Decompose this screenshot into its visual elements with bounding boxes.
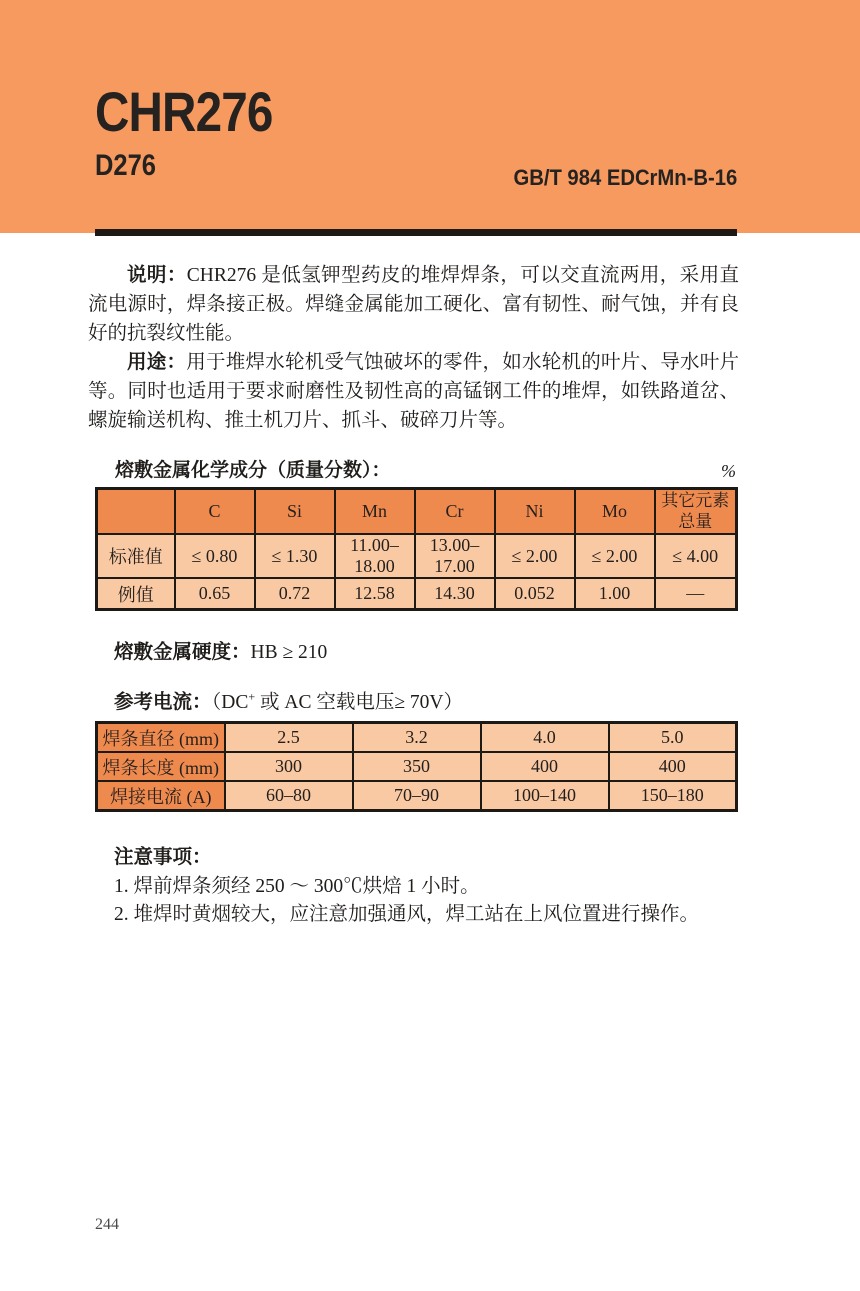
page-number: 244: [95, 1216, 119, 1233]
cell-value: 100–140: [481, 781, 609, 811]
cell-value: ≤ 2.00: [575, 534, 655, 578]
table-row: [97, 781, 737, 811]
header-band: [0, 0, 860, 233]
cell-value: 14.30: [415, 578, 495, 610]
column-header: 其它元素总量: [655, 489, 737, 535]
reference-current-label: 参考电流：: [114, 691, 212, 713]
cell-value: 2.5: [225, 723, 353, 753]
cell-value: 400: [481, 752, 609, 781]
row-label: 焊接电流 (A): [97, 781, 225, 811]
cell-value: 11.00–18.00: [335, 534, 415, 578]
cell-value: 0.65: [175, 578, 255, 610]
hardness-value: HB ≥ 210: [250, 642, 328, 663]
hardness-label: 熔敷金属硬度：: [114, 641, 251, 663]
product-model: D276: [95, 149, 156, 182]
cell-value: ≤ 0.80: [175, 534, 255, 578]
body-text: [88, 261, 739, 435]
cell-value: 0.72: [255, 578, 335, 610]
column-header: Cr: [415, 489, 495, 535]
cell-value: —: [655, 578, 737, 610]
composition-title: 熔敷金属化学成分（质量分数）：: [115, 460, 391, 481]
product-title: CHR276: [95, 80, 273, 143]
cell-value: 12.58: [335, 578, 415, 610]
current-condition-sup: +: [248, 689, 256, 704]
reference-current-line: [114, 686, 463, 714]
cell-value: 60–80: [225, 781, 353, 811]
composition-unit: %: [721, 461, 736, 481]
column-header: Ni: [495, 489, 575, 535]
cell-value: 4.0: [481, 723, 609, 753]
cell-value: 350: [353, 752, 481, 781]
cell-value: ≤ 4.00: [655, 534, 737, 578]
row-label: 例值: [97, 578, 175, 610]
note-item: 1. 焊前焊条须经 250 ～ 300℃烘焙 1 小时。: [114, 875, 480, 897]
composition-header-empty: [97, 489, 175, 535]
composition-table: [95, 487, 738, 611]
usage-paragraph: [88, 348, 739, 435]
row-label: 焊条直径 (mm): [97, 723, 225, 753]
row-label: 标准值: [97, 534, 175, 578]
column-header: C: [175, 489, 255, 535]
current-condition-pre: （DC: [211, 692, 249, 713]
cell-value: 1.00: [575, 578, 655, 610]
column-header: Mn: [335, 489, 415, 535]
usage-text: 用于堆焊水轮机受气蚀破坏的零件，如水轮机的叶片、导水叶片等。同时也适用于要求耐磨性及韧性高的高锰钢工件的堆焊，如铁路道岔、螺旋输送机构、推土机刀片、抓斗、破碎刀片等。: [88, 352, 739, 431]
row-label: 焊条长度 (mm): [97, 752, 225, 781]
header-divider-bar: [95, 229, 737, 236]
description-paragraph: [88, 261, 739, 348]
cell-value: 300: [225, 752, 353, 781]
note-item: 2. 堆焊时黄烟较大，应注意加强通风，焊工站在上风位置进行操作。: [114, 904, 700, 925]
standard-code: GB/T 984 EDCrMn-B-16: [513, 165, 737, 190]
composition-header-row: [97, 489, 737, 535]
reference-current-table: [95, 721, 738, 812]
table-row: [97, 723, 737, 753]
cell-value: 70–90: [353, 781, 481, 811]
notes-section: [114, 843, 739, 930]
column-header: Si: [255, 489, 335, 535]
usage-label: 用途：: [127, 351, 187, 373]
hardness-line: [114, 636, 327, 664]
description-text: CHR276 是低氢钾型药皮的堆焊焊条，可以交直流两用，采用直流电源时，焊条接正极。焊缝金属能加工硬化、富有韧性、耐气蚀，并有良好的抗裂纹性能。: [88, 265, 739, 344]
notes-title: 注意事项：: [114, 846, 212, 868]
cell-value: ≤ 2.00: [495, 534, 575, 578]
current-condition-post: 或 AC 空载电压≥ 70V）: [255, 692, 464, 713]
cell-value: 400: [609, 752, 737, 781]
cell-value: 150–180: [609, 781, 737, 811]
table-row: [97, 752, 737, 781]
cell-value: 5.0: [609, 723, 737, 753]
cell-value: ≤ 1.30: [255, 534, 335, 578]
cell-value: 0.052: [495, 578, 575, 610]
description-label: 说明：: [127, 264, 187, 286]
table-row: [97, 578, 737, 610]
column-header: Mo: [575, 489, 655, 535]
cell-value: 3.2: [353, 723, 481, 753]
cell-value: 13.00–17.00: [415, 534, 495, 578]
composition-heading-row: [88, 455, 738, 482]
table-row: [97, 534, 737, 578]
